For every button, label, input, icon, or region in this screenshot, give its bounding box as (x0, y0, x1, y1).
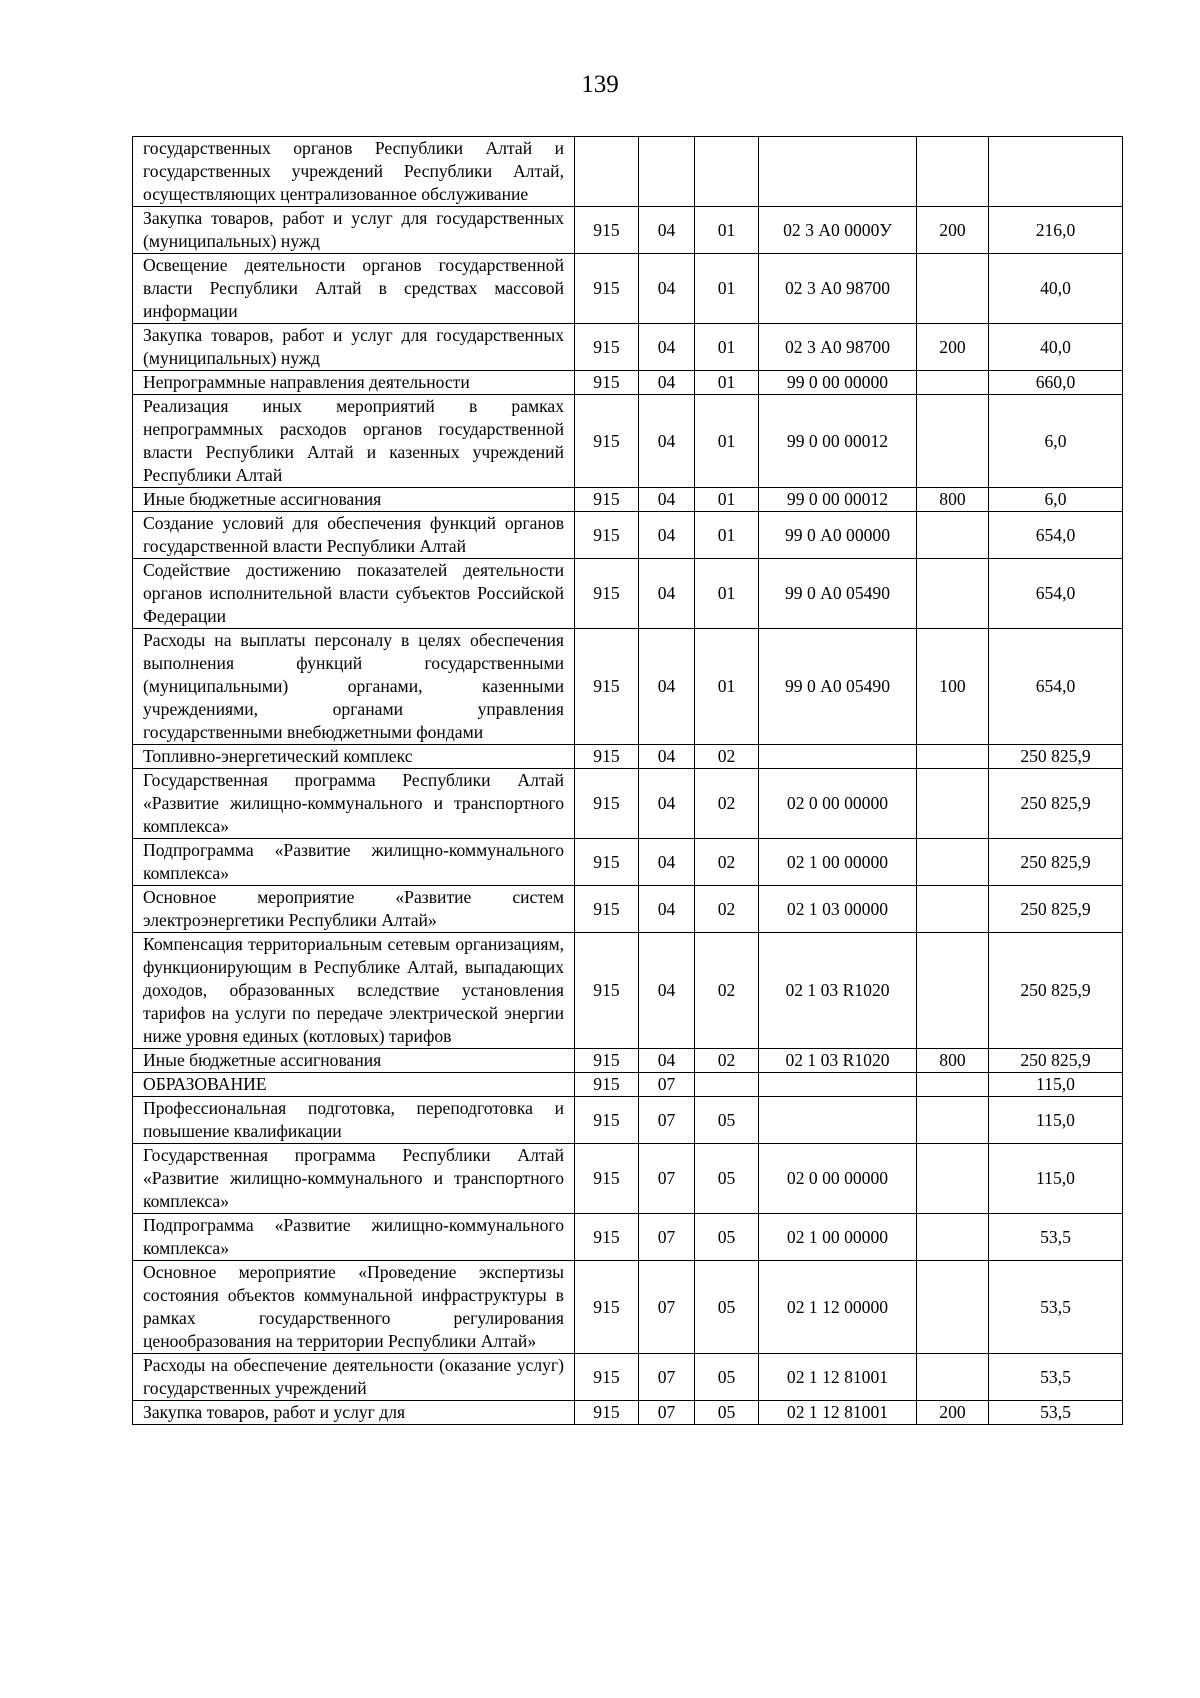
cell-name: Основное мероприятие «Проведение экспертизы состояния объектов коммунальной инфраструктуры в рамках государственного регулирования ценообразования на территории Республики Алтай» (133, 1261, 575, 1354)
table-row (133, 254, 1123, 324)
cell-admin-code: 915 (575, 1049, 639, 1073)
cell-subsection: 01 (695, 324, 759, 371)
cell-sum: 250 825,9 (989, 839, 1123, 886)
cell-subsection: 05 (695, 1401, 759, 1425)
cell-section: 04 (639, 324, 695, 371)
cell-target-article: 99 0 00 00000 (759, 371, 917, 395)
cell-subsection: 02 (695, 886, 759, 933)
table-row (133, 207, 1123, 254)
table-row (133, 371, 1123, 395)
cell-name: Реализация иных мероприятий в рамках непрограммных расходов органов государственной власти Республики Алтай и казенных учреждений Республики Алтай (133, 395, 575, 488)
cell-expense-type (917, 886, 989, 933)
cell-name: государственных органов Республики Алтай и государственных учреждений Республики Алтай, осуществляющих централизованное обслуживание (133, 137, 575, 207)
cell-section: 07 (639, 1354, 695, 1401)
cell-section: 04 (639, 371, 695, 395)
cell-expense-type (917, 745, 989, 769)
cell-expense-type: 100 (917, 629, 989, 745)
cell-subsection: 01 (695, 629, 759, 745)
cell-section: 04 (639, 886, 695, 933)
cell-expense-type: 200 (917, 324, 989, 371)
cell-expense-type (917, 1144, 989, 1214)
cell-expense-type (917, 1354, 989, 1401)
cell-section: 04 (639, 745, 695, 769)
cell-target-article: 02 0 00 00000 (759, 1144, 917, 1214)
cell-sum: 250 825,9 (989, 769, 1123, 839)
table-row (133, 1049, 1123, 1073)
cell-target-article: 02 3 А0 0000У (759, 207, 917, 254)
cell-section: 04 (639, 207, 695, 254)
cell-admin-code: 915 (575, 512, 639, 559)
cell-target-article: 99 0 00 00012 (759, 488, 917, 512)
cell-subsection (695, 1073, 759, 1097)
cell-subsection: 01 (695, 512, 759, 559)
cell-expense-type (917, 395, 989, 488)
cell-name: Расходы на выплаты персоналу в целях обеспечения выполнения функций государственными (муниципальными) органами, казенными учреждениями, органами управления государственными внебюджетными фондами (133, 629, 575, 745)
table-row (133, 1144, 1123, 1214)
cell-name: Закупка товаров, работ и услуг для (133, 1401, 575, 1425)
cell-admin-code: 915 (575, 324, 639, 371)
cell-admin-code: 915 (575, 1073, 639, 1097)
cell-subsection: 05 (695, 1144, 759, 1214)
cell-sum: 660,0 (989, 371, 1123, 395)
cell-admin-code: 915 (575, 488, 639, 512)
cell-sum: 250 825,9 (989, 886, 1123, 933)
cell-section: 07 (639, 1401, 695, 1425)
cell-target-article: 02 1 03 R1020 (759, 933, 917, 1049)
table-row (133, 1097, 1123, 1144)
cell-target-article: 02 3 А0 98700 (759, 254, 917, 324)
cell-subsection: 01 (695, 488, 759, 512)
cell-admin-code (575, 137, 639, 207)
cell-sum: 115,0 (989, 1144, 1123, 1214)
cell-admin-code: 915 (575, 1354, 639, 1401)
table-body (133, 137, 1123, 1425)
cell-expense-type: 200 (917, 207, 989, 254)
cell-section: 04 (639, 839, 695, 886)
cell-section: 07 (639, 1073, 695, 1097)
cell-admin-code: 915 (575, 1097, 639, 1144)
cell-sum: 654,0 (989, 629, 1123, 745)
table-row (133, 839, 1123, 886)
cell-expense-type (917, 933, 989, 1049)
cell-sum: 40,0 (989, 254, 1123, 324)
cell-admin-code: 915 (575, 395, 639, 488)
cell-name: Иные бюджетные ассигнования (133, 488, 575, 512)
cell-expense-type (917, 559, 989, 629)
cell-name: Государственная программа Республики Алтай «Развитие жилищно-коммунального и транспортного комплекса» (133, 1144, 575, 1214)
cell-admin-code: 915 (575, 1401, 639, 1425)
cell-admin-code: 915 (575, 1144, 639, 1214)
table-row (133, 512, 1123, 559)
cell-section: 04 (639, 933, 695, 1049)
cell-admin-code: 915 (575, 559, 639, 629)
cell-subsection: 02 (695, 839, 759, 886)
cell-name: Подпрограмма «Развитие жилищно-коммунального комплекса» (133, 839, 575, 886)
table-row (133, 559, 1123, 629)
cell-section: 07 (639, 1261, 695, 1354)
table-row (133, 745, 1123, 769)
cell-name: Топливно-энергетический комплекс (133, 745, 575, 769)
cell-section: 07 (639, 1144, 695, 1214)
cell-expense-type: 800 (917, 1049, 989, 1073)
cell-sum: 115,0 (989, 1097, 1123, 1144)
cell-name: Непрограммные направления деятельности (133, 371, 575, 395)
table-row (133, 137, 1123, 207)
cell-section: 04 (639, 769, 695, 839)
cell-admin-code: 915 (575, 207, 639, 254)
cell-expense-type (917, 1261, 989, 1354)
table-row (133, 886, 1123, 933)
cell-sum: 6,0 (989, 395, 1123, 488)
table-row (133, 1401, 1123, 1425)
cell-sum: 53,5 (989, 1354, 1123, 1401)
cell-section: 04 (639, 629, 695, 745)
table-row (133, 395, 1123, 488)
cell-expense-type (917, 137, 989, 207)
cell-sum: 53,5 (989, 1401, 1123, 1425)
cell-sum: 115,0 (989, 1073, 1123, 1097)
cell-section: 04 (639, 395, 695, 488)
cell-expense-type (917, 839, 989, 886)
cell-subsection: 02 (695, 769, 759, 839)
table-row (133, 488, 1123, 512)
cell-subsection: 02 (695, 933, 759, 1049)
cell-subsection: 02 (695, 1049, 759, 1073)
cell-expense-type (917, 254, 989, 324)
cell-section: 04 (639, 559, 695, 629)
cell-target-article (759, 1073, 917, 1097)
page-number: 139 (581, 71, 619, 98)
cell-target-article: 02 1 12 81001 (759, 1354, 917, 1401)
cell-subsection: 01 (695, 559, 759, 629)
cell-target-article: 99 0 А0 00000 (759, 512, 917, 559)
cell-section (639, 137, 695, 207)
cell-name: Расходы на обеспечение деятельности (оказание услуг) государственных учреждений (133, 1354, 575, 1401)
table-row (133, 1261, 1123, 1354)
cell-expense-type (917, 1214, 989, 1261)
cell-name: Закупка товаров, работ и услуг для государственных (муниципальных) нужд (133, 324, 575, 371)
cell-admin-code: 915 (575, 629, 639, 745)
cell-admin-code: 915 (575, 254, 639, 324)
cell-subsection: 01 (695, 254, 759, 324)
cell-subsection: 05 (695, 1354, 759, 1401)
cell-admin-code: 915 (575, 371, 639, 395)
cell-section: 04 (639, 512, 695, 559)
cell-sum: 250 825,9 (989, 745, 1123, 769)
cell-admin-code: 915 (575, 839, 639, 886)
cell-sum: 250 825,9 (989, 933, 1123, 1049)
budget-table (132, 136, 1123, 1425)
cell-name: Закупка товаров, работ и услуг для государственных (муниципальных) нужд (133, 207, 575, 254)
cell-name: Основное мероприятие «Развитие систем электроэнергетики Республики Алтай» (133, 886, 575, 933)
cell-expense-type (917, 512, 989, 559)
cell-target-article: 99 0 00 00012 (759, 395, 917, 488)
table-row (133, 933, 1123, 1049)
cell-sum: 6,0 (989, 488, 1123, 512)
cell-subsection: 01 (695, 395, 759, 488)
cell-section: 07 (639, 1097, 695, 1144)
cell-name: ОБРАЗОВАНИЕ (133, 1073, 575, 1097)
cell-target-article: 02 1 03 00000 (759, 886, 917, 933)
cell-subsection: 01 (695, 371, 759, 395)
cell-sum: 40,0 (989, 324, 1123, 371)
table-row (133, 629, 1123, 745)
table-row (133, 1073, 1123, 1097)
cell-target-article: 02 1 00 00000 (759, 1214, 917, 1261)
cell-expense-type: 800 (917, 488, 989, 512)
cell-target-article: 02 1 12 00000 (759, 1261, 917, 1354)
cell-target-article: 02 1 12 81001 (759, 1401, 917, 1425)
cell-target-article: 02 1 00 00000 (759, 839, 917, 886)
cell-target-article: 02 3 А0 98700 (759, 324, 917, 371)
cell-target-article: 99 0 А0 05490 (759, 559, 917, 629)
cell-target-article: 02 0 00 00000 (759, 769, 917, 839)
cell-name: Создание условий для обеспечения функций органов государственной власти Республики Алтай (133, 512, 575, 559)
table-row (133, 769, 1123, 839)
cell-target-article (759, 137, 917, 207)
cell-section: 04 (639, 1049, 695, 1073)
cell-subsection: 01 (695, 207, 759, 254)
cell-name: Содействие достижению показателей деятельности органов исполнительной власти субъектов Российской Федерации (133, 559, 575, 629)
cell-admin-code: 915 (575, 1214, 639, 1261)
cell-target-article (759, 745, 917, 769)
cell-subsection: 05 (695, 1214, 759, 1261)
cell-expense-type: 200 (917, 1401, 989, 1425)
cell-target-article: 99 0 А0 05490 (759, 629, 917, 745)
cell-name: Профессиональная подготовка, переподготовка и повышение квалификации (133, 1097, 575, 1144)
cell-name: Подпрограмма «Развитие жилищно-коммунального комплекса» (133, 1214, 575, 1261)
cell-name: Государственная программа Республики Алтай «Развитие жилищно-коммунального и транспортного комплекса» (133, 769, 575, 839)
cell-subsection: 05 (695, 1097, 759, 1144)
cell-target-article (759, 1097, 917, 1144)
cell-subsection: 02 (695, 745, 759, 769)
cell-section: 07 (639, 1214, 695, 1261)
table-row (133, 1354, 1123, 1401)
table-row (133, 324, 1123, 371)
cell-sum: 216,0 (989, 207, 1123, 254)
cell-section: 04 (639, 488, 695, 512)
cell-sum: 654,0 (989, 559, 1123, 629)
cell-admin-code: 915 (575, 1261, 639, 1354)
cell-sum: 250 825,9 (989, 1049, 1123, 1073)
cell-subsection: 05 (695, 1261, 759, 1354)
cell-expense-type (917, 371, 989, 395)
cell-section: 04 (639, 254, 695, 324)
cell-name: Освещение деятельности органов государственной власти Республики Алтай в средствах массовой информации (133, 254, 575, 324)
cell-expense-type (917, 1097, 989, 1144)
cell-name: Компенсация территориальным сетевым организациям, функционирующим в Республике Алтай, выпадающих доходов, образованных вследствие установления тарифов на услуги по передаче электрической энергии ниже уровня единых (котловых) тарифов (133, 933, 575, 1049)
cell-expense-type (917, 769, 989, 839)
cell-sum: 654,0 (989, 512, 1123, 559)
cell-sum (989, 137, 1123, 207)
table-row (133, 1214, 1123, 1261)
cell-admin-code: 915 (575, 933, 639, 1049)
cell-target-article: 02 1 03 R1020 (759, 1049, 917, 1073)
cell-expense-type (917, 1073, 989, 1097)
cell-admin-code: 915 (575, 886, 639, 933)
cell-sum: 53,5 (989, 1214, 1123, 1261)
cell-subsection (695, 137, 759, 207)
cell-admin-code: 915 (575, 745, 639, 769)
cell-sum: 53,5 (989, 1261, 1123, 1354)
cell-name: Иные бюджетные ассигнования (133, 1049, 575, 1073)
cell-admin-code: 915 (575, 769, 639, 839)
